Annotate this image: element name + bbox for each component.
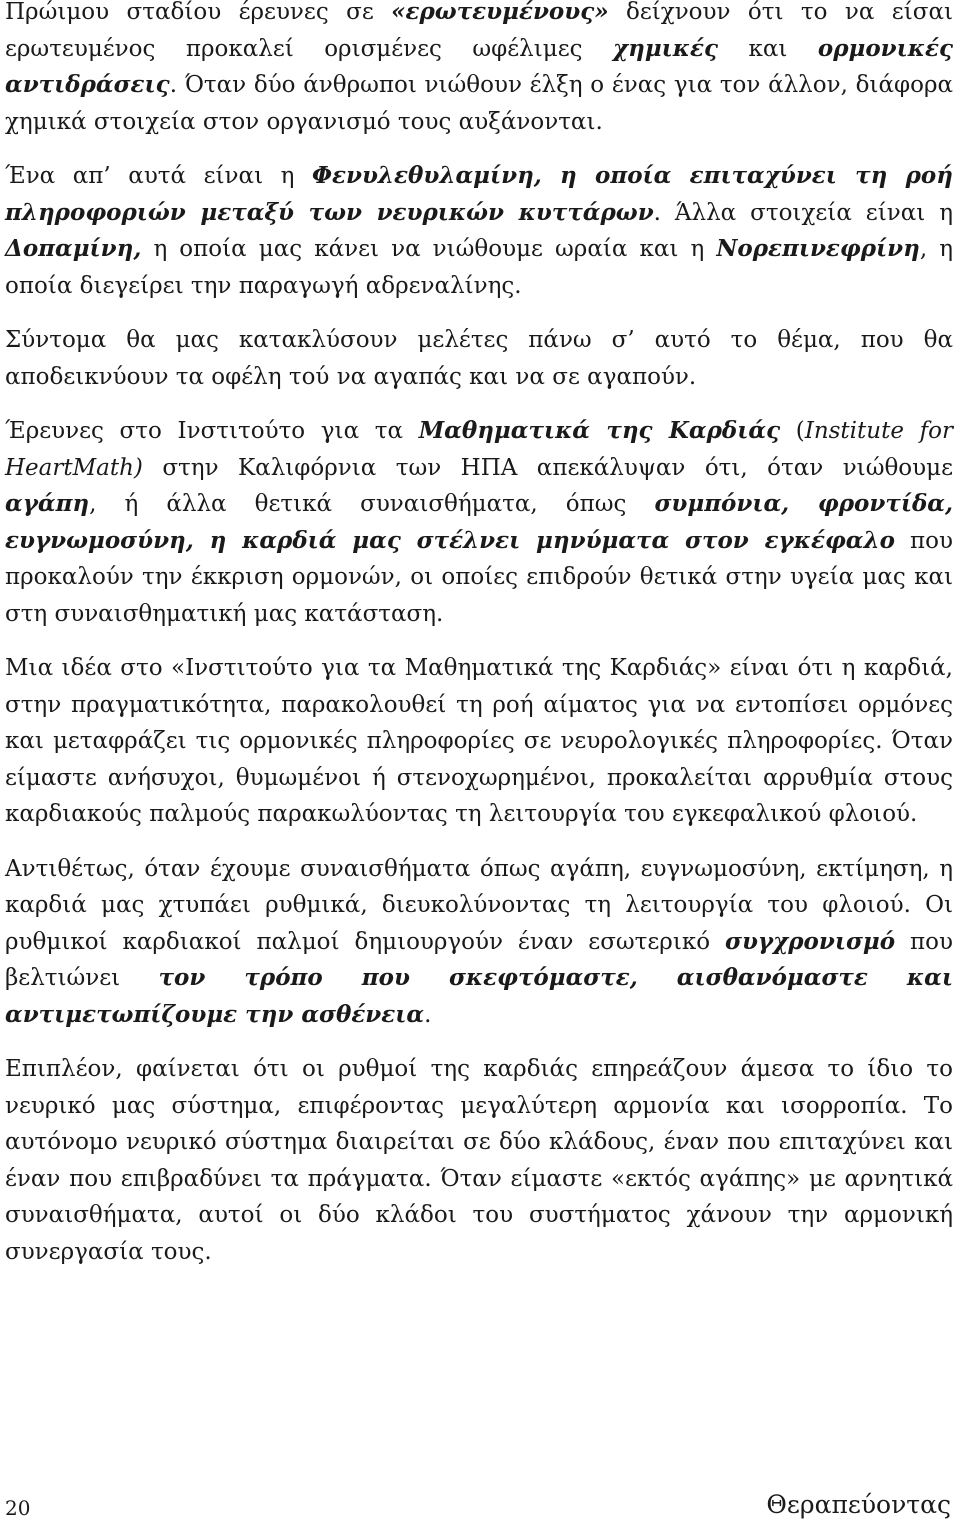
emphasized-text: Μαθηματικά της Καρδιάς: [418, 417, 781, 444]
emphasized-text: αγάπη: [5, 490, 90, 517]
paragraph-3: [5, 322, 953, 395]
text-run: , η οποία διεγείρει την παραγωγή αδρεναλίνης.: [5, 236, 953, 299]
text-run: και: [718, 35, 818, 62]
paragraph-6: [5, 851, 953, 1034]
emphasized-text: χημικές: [612, 34, 719, 62]
page-footer: [5, 1490, 951, 1526]
paragraph-1: [5, 0, 953, 140]
text-run: η οποία μας κάνει να νιώθουμε ωραία και η: [141, 236, 717, 262]
emphasized-text: Νορεπινεφρίνη: [716, 235, 920, 262]
paragraph-7: [5, 1051, 953, 1270]
text-run: . Άλλα στοιχεία είναι η: [653, 199, 953, 226]
text-run: που βελτιώνει: [5, 928, 953, 991]
text-run: Μια ιδέα στο «Ινστιτούτο για τα Μαθηματικά της Καρδιάς» είναι ότι η καρδιά, στην πραγματικότητα, παρακολουθεί τη ροή αίματος για να εντοπίσει ορμόνες και μεταφράζει τις ορμονικές πληροφορίες σε νευρολογικές πληροφορίες. Όταν είμαστε ανήσυχοι, θυμωμένοι ή στενοχωρημένοι, προκαλείται αρρυθμία στους καρδιακούς παλμούς παρακωλύοντας τη λειτουργία του εγκεφαλικού φλοιού.: [5, 655, 953, 827]
text-run: Έρευνες στο Ινστιτούτο για τα: [5, 418, 419, 444]
text-run: στην Καλιφόρνια των ΗΠΑ απεκάλυψαν ότι, όταν νιώθουμε: [142, 454, 953, 481]
emphasized-text: Institute for HeartMath): [5, 418, 953, 481]
paragraph-5: [5, 650, 953, 833]
text-run: που προκαλούν την έκκριση ορμονών, οι οποίες επιδρούν θετικά στην υγεία μας και στη συναισθηματική μας κατάσταση.: [5, 527, 953, 627]
emphasized-text: συγχρονισμό: [725, 927, 896, 955]
text-run: Ένα απ’ αυτά είναι η: [5, 163, 312, 189]
emphasized-text: Φενυλεθυλαμίνη, η οποία επιταχύνει τη ροή πληροφοριών μεταξύ των νευρικών κυττάρων: [5, 162, 953, 226]
paragraph-4: [5, 413, 953, 632]
text-run: (: [780, 418, 805, 444]
emphasized-text: «ερωτευμένους»: [391, 0, 609, 25]
text-run: .: [424, 1001, 432, 1028]
text-run: Πρώιμου σταδίου έρευνες σε: [5, 0, 392, 25]
text-run: , ή άλλα θετικά συναισθήματα, όπως: [89, 491, 655, 517]
emphasized-text: ορμονικές αντιδράσεις: [5, 34, 953, 98]
emphasized-text: τον τρόπο που σκεφτόμαστε, αισθανόμαστε και αντιμετωπίζουμε την ασθένεια: [5, 964, 954, 1028]
page-number: 20: [5, 1496, 31, 1520]
paragraph-2: [5, 158, 953, 304]
text-run: Σύντομα θα μας κατακλύσουν μελέτες πάνω σ’ αυτό το θέμα, που θα αποδεικνύουν τα οφέλη τού να αγαπάς και να σε αγαπούν.: [5, 327, 953, 390]
document-body: [5, 0, 953, 1288]
text-run: . Όταν δύο άνθρωποι νιώθουν έλξη ο ένας για τον άλλον, διάφορα χημικά στοιχεία στον οργανισμό τους αυξάνονται.: [5, 72, 953, 135]
text-run: Αντιθέτως, όταν έχουμε συναισθήματα όπως αγάπη, ευγνωμοσύνη, εκτίμηση, η καρδιά μας χτυπάει ρυθμικά, διευκολύνοντας τη λειτουργία του φλοιού. Οι ρυθμικοί καρδιακοί παλμοί δημιουργούν έναν εσωτερικό: [5, 855, 953, 955]
text-run: δείχνουν ότι το να είσαι ερωτευμένος προκαλεί ορισμένες ωφέλιμες: [5, 0, 953, 62]
running-title: Θεραπεύοντας: [766, 1490, 951, 1519]
emphasized-text: Δοπαμίνη,: [5, 235, 142, 262]
emphasized-text: συμπόνια, φροντίδα, ευγνωμοσύνη, η καρδιά μας στέλνει μηνύματα στον εγκέφαλο: [5, 490, 953, 554]
text-run: Επιπλέον, φαίνεται ότι οι ρυθμοί της καρδιάς επηρεάζουν άμεσα το ίδιο το νευρικό μας σύστημα, επιφέροντας μεγαλύτερη αρμονία και ισορροπία. Το αυτόνομο νευρικό σύστημα διαιρείται σε δύο κλάδους, έναν που επιταχύνει και έναν που επιβραδύνει τα πράγματα. Όταν είμαστε «εκτός αγάπης» με αρνητικά συναισθήματα, αυτοί οι δύο κλάδοι του συστήματος χάνουν την αρμονική συνεργασία τους.: [5, 1056, 953, 1265]
